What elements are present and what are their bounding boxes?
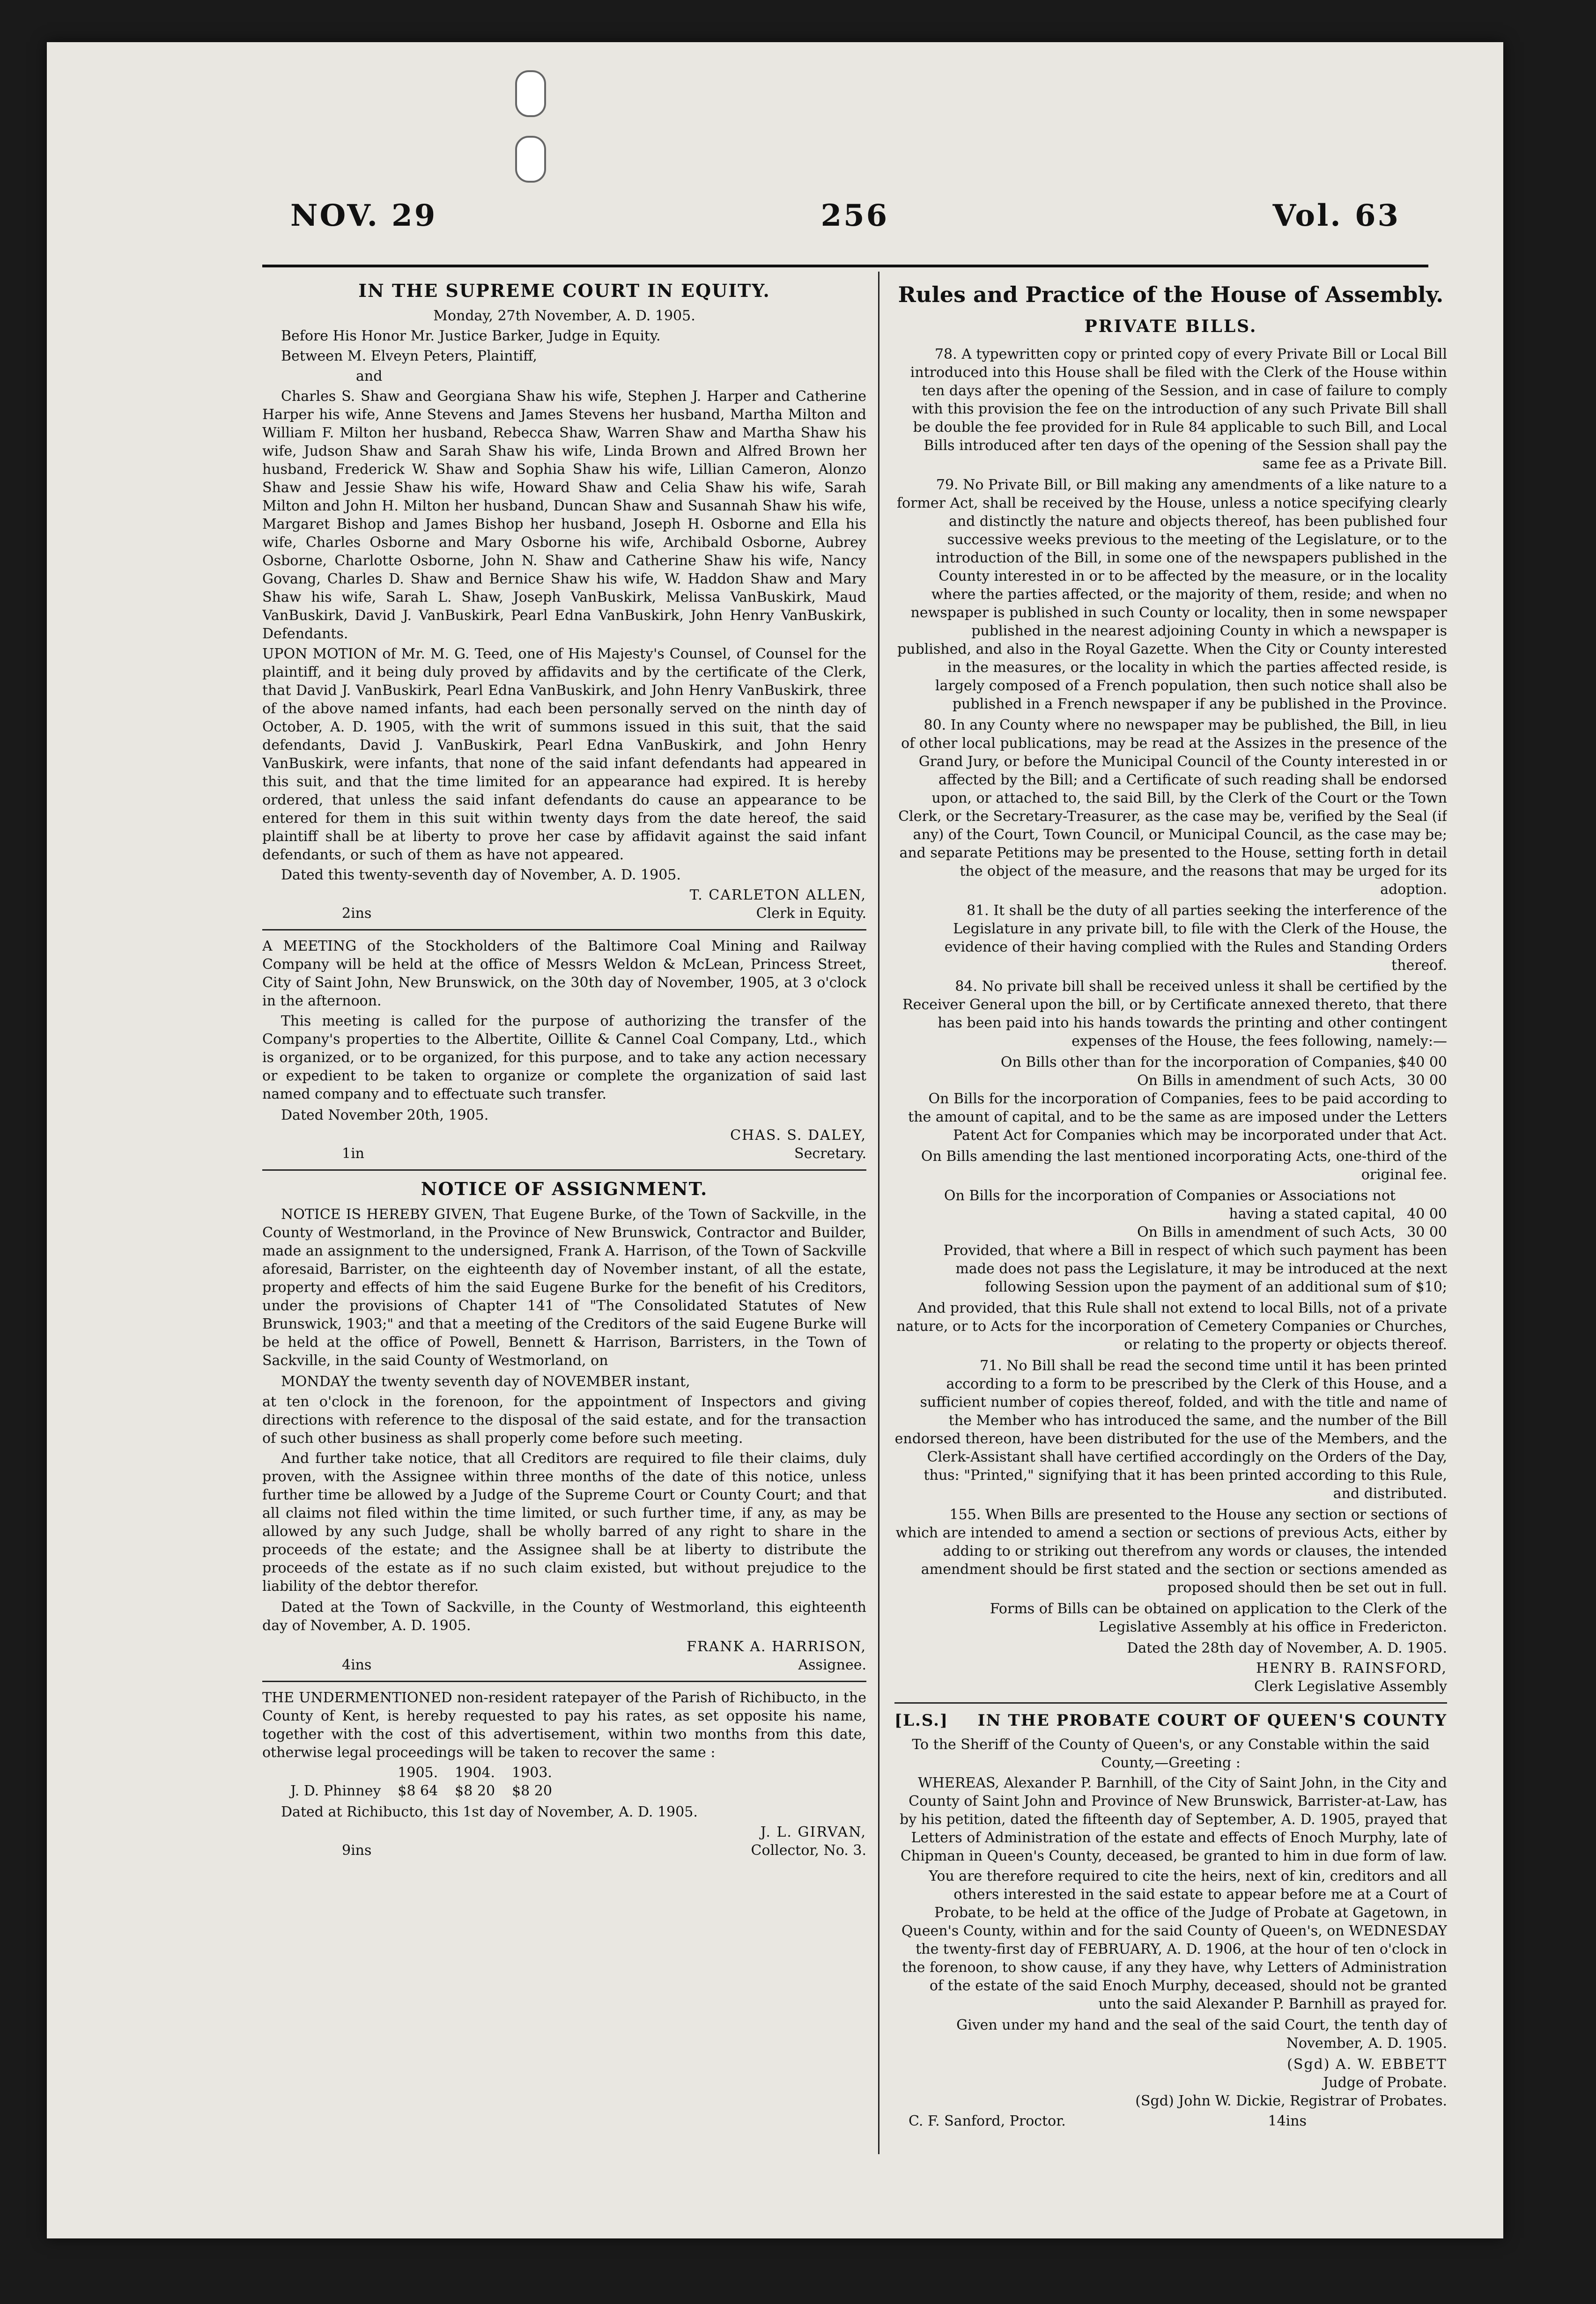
meeting-signer: CHAS. S. DALEY, (730, 1127, 866, 1144)
ratepayer-body: THE UNDERMENTIONED non-resident ratepayer of the Parish of Richibucto, in the County of Kent, is hereby requested to pay his rates, as set opposite his name, together with the cost of this advertisement, within two months from this date, otherwise legal proceedings will be taken to recover the same : (262, 1689, 866, 1761)
assignment-signer-title: Assignee. (798, 1656, 866, 1673)
fee-amount: 40 00 (1407, 1205, 1447, 1222)
court-signature (262, 886, 866, 923)
rules-signer-title: Clerk Legislative Assembly (1254, 1678, 1447, 1695)
section-rule (262, 1681, 866, 1682)
court-dated: Dated this twenty-seventh day of November, A. D. 1905. (281, 867, 681, 884)
court-insertions: 2ins (342, 905, 372, 922)
newspaper-page (47, 42, 1503, 2238)
page-header (290, 183, 1400, 248)
rules-forms: Forms of Bills can be obtained on application to the Clerk of the Legislative Assembly at his office in Fredericton. (990, 1600, 1447, 1635)
court-before-line: Before His Honor Mr. Justice Barker, Judge in Equity. (281, 328, 661, 345)
section-rule (262, 929, 866, 930)
assignment-notice (262, 1177, 866, 1674)
section-rule (262, 1169, 866, 1171)
seal-mark: [L.S.] (894, 1711, 949, 1730)
table-row (894, 1071, 1447, 1090)
proctor-row (894, 2112, 1447, 2130)
probate-body-2: You are therefore required to cite the heirs, next of kin, creditors and all others interested in the said estate to appear before me at a Court of Probate, to be held at the office of the Judge of Probate at Gagetown, in Queen's County, within and for the said County of Queen's, on WEDNESDAY the twenty-first day of FEBRUARY, A. D. 1906, at the hour of ten o'clock in the forenoon, to show cause, if any they have, why Letters of Administration of the estate of the said Enoch Murphy, deceased, should not be granted unto the said Alexander P. Barnhill as prayed for. (901, 1868, 1447, 2012)
assignment-dated: Dated at the Town of Sackville, in the County of Westmorland, this eighteenth day of November, A. D. 1905. (262, 1599, 866, 1634)
provided-2: And provided, that this Rule shall not extend to local Bills, not of a private nature, or to Acts for the incorporation of Cemetery Companies or Churches, or relating to the property or objects thereof. (896, 1300, 1447, 1353)
ratepayer-name: J. D. Phinney (290, 1782, 381, 1799)
court-and-line: and (356, 368, 383, 385)
rate-amount: $8 20 (512, 1782, 552, 1799)
probate-greeting: To the Sheriff of the County of Queen's, or any Constable within the said County,—Greeting : (912, 1736, 1430, 1771)
probate-title: IN THE PROBATE COURT OF QUEEN'S COUNTY (977, 1711, 1447, 1730)
rule-84: 84. No private bill shall be received unless it shall be certified by the Receiver General upon the bill, or by Certificate annexed thereto, that there has been paid into his hands towards the printing and other contingent expenses of the House, the fees following, namely:— (902, 978, 1447, 1049)
section-rule (894, 1702, 1447, 1704)
table-row (894, 1223, 1447, 1241)
court-signer: T. CARLETON ALLEN, (689, 887, 866, 904)
issue-date: NOV. 29 (290, 198, 437, 233)
assignment-signature (262, 1638, 866, 1674)
assignment-insertions: 4ins (342, 1656, 372, 1673)
rules-notice (894, 281, 1447, 1696)
judge-title: Judge of Probate. (1323, 2074, 1447, 2091)
fee-amount: $40 00 (1398, 1054, 1447, 1071)
meeting-dated: Dated November 20th, 1905. (281, 1107, 489, 1124)
ratepayer-table-header (290, 1764, 561, 1782)
court-defendants: Charles S. Shaw and Georgiana Shaw his wife, Stephen J. Harper and Catherine Harper his wife, Anne Stevens and James Stevens her husband, Martha Milton and William F. Milton her husband, Rebecca Shaw, Warren Shaw and Martha Shaw his wife, Judson Shaw and Sarah Shaw his wife, Linda Brown and Alfred Brown her husband, Frederick W. Shaw and Sophia Shaw his wife, Lillian Cameron, Alonzo Shaw and Jessie Shaw his wife, Howard Shaw and Celia Shaw his wife, Sarah Milton and John H. Milton her husband, Duncan Shaw and Susannah Shaw his wife, Margaret Bishop and James Bishop her husband, Joseph H. Osborne and Ella his wife, Charles Osborne and Mary Osborne his wife, Archibald Osborne, Aubrey Osborne, Charlotte Osborne, John N. Shaw and Catherine Shaw his wife, Nancy Govang, Charles D. Shaw and Bernice Shaw his wife, W. Haddon Shaw and Mary Shaw his wife, Sarah L. Shaw, Joseph VanBuskirk, Melissa VanBuskirk, Maud VanBuskirk, David J. VanBuskirk, Pearl Edna VanBuskirk, John Henry VanBuskirk, Defendants. (262, 388, 866, 642)
court-between-line: Between M. Elveyn Peters, Plaintiff, (281, 348, 537, 365)
assignment-meeting-day: MONDAY the twenty seventh day of NOVEMBER instant, (281, 1373, 690, 1390)
probate-given: Given under my hand and the seal of the said Court, the tenth day of November, A. D. 1905. (956, 2016, 1447, 2052)
rule-78: 78. A typewritten copy or printed copy of every Private Bill or Local Bill introduced into this House shall be filed with the Clerk of the House within ten days after the opening of the Session, and in case of failure to comply with this provision the fee on the introduction of any such Private Bill shall be double the fee provided for in Rule 84 applicable to such Bill, and Local Bills introduced after ten days of the opening of the Session shall pay the same fee as a Private Bill. (910, 346, 1447, 472)
provided-1: Provided, that where a Bill in respect of which such payment has been made does not pass the Legislature, it may be introduced at the next following Session upon the payment of an additional sum of $10; (943, 1242, 1447, 1295)
probate-judge-signature (894, 2055, 1447, 2092)
supreme-court-title: IN THE SUPREME COURT IN EQUITY. (358, 280, 770, 301)
fee-label: On Bills in amendment of such Acts, (1137, 1224, 1396, 1241)
rule-79: 79. No Private Bill, or Bill making any amendments of a like nature to a former Act, shall be received by the House, unless a notice specifying clearly and distinctly the nature and objects thereof, has been published four successive weeks previous to the meeting of the Legislature, or to the introduction of the Bill, in some one of the newspapers published in the County interested in or to be affected by the measure, or in the locality where the parties affected, or the majority of them, reside; and when no newspaper is published in such County or locality, then in some newspaper published in the nearest adjoining County in which a newspaper is published, and also in the Royal Gazette. When the City or County interested in the measures, or the locality in which the parties affected reside, is largely composed of a French population, then such notice shall also be published in a French newspaper if any be published in the Province. (896, 476, 1447, 712)
meeting-insertions: 1in (342, 1145, 365, 1162)
fees-amending: On Bills amending the last mentioned incorporating Acts, one-third of the original fee. (921, 1148, 1447, 1183)
ratepayer-table (290, 1764, 561, 1800)
probate-body-1: WHEREAS, Alexander P. Barnhill, of the City of Saint John, in the City and County of Saint John and Province of New Brunswick, Barrister-at-Law, has by his petition, dated the fifteenth day of September, A. D. 1905, prayed that Letters of Administration of the estate and effects of Enoch Murphy, late of Chipman in Queen's County, deceased, be granted to him in due form of law. (900, 1774, 1447, 1864)
fee-amount: 30 00 (1407, 1224, 1447, 1241)
ratepayer-notice (262, 1689, 866, 1860)
meeting-signature (262, 1126, 866, 1163)
ratepayer-dated: Dated at Richibucto, this 1st day of November, A. D. 1905. (281, 1803, 698, 1820)
rule-71: 71. No Bill shall be read the second time until it has been printed according to a form to be prescribed by the Clerk of this House, and a sufficient number of copies thereof, folded, and with the title and name of the Member who has introduced the same, and the number of the Bill endorsed thereon, have been distributed for the use of the Members, and the Clerk-Assistant shall have certified accordingly on the Orders of the Day, thus: "Printed," signifying that it has been printed according to this Rule, and distributed. (894, 1357, 1447, 1502)
assignment-body-1: NOTICE IS HEREBY GIVEN, That Eugene Burke, of the Town of Sackville, in the County of Westmorland, in the Province of New Brunswick, Contractor and Builder, made an assignment to the undersigned, Frank A. Harrison, of the Town of Sackville aforesaid, Barrister, on the eighteenth day of November instant, of all the estate, property and effects of him the said Eugene Burke for the benefit of his Creditors, under the provisions of Chapter 141 of "The Consolidated Statutes of New Brunswick, 1903;" and that a meeting of the Creditors of the said Eugene Burke will be held at the office of Powell, Bennett & Harrison, Barristers, in the Town of Sackville, in the said County of Westmorland, on (262, 1206, 866, 1369)
punch-hole-bottom (515, 136, 546, 183)
right-column (894, 276, 1447, 2140)
meeting-body-1: A MEETING of the Stockholders of the Baltimore Coal Mining and Railway Company will be held at the office of Messrs Weldon & McLean, Princess Street, City of Saint John, New Brunswick, on the 30th day of November, 1905, at 3 o'clock in the afternoon. (262, 938, 866, 1010)
rule-81: 81. It shall be the duty of all parties seeking the interference of the Legislature in any private bill, to file with the Clerk of the House, the evidence of their having complied with the Rules and Standing Orders thereof. (944, 902, 1447, 974)
stockholders-meeting-notice (262, 937, 866, 1163)
ratepayer-insertions: 9ins (342, 1842, 372, 1859)
assignment-title: NOTICE OF ASSIGNMENT. (421, 1178, 708, 1200)
year-header: 1903. (512, 1764, 552, 1781)
court-date-line: Monday, 27th November, A. D. 1905. (433, 308, 695, 325)
fee-label: On Bills other than for the incorporation of Companies, (1000, 1054, 1396, 1071)
fees-incorporation: On Bills for the incorporation of Companies, fees to be paid according to the amount of capital, and to be the same as are imposed under the Letters Patent Act for Companies which may be incorporated under that Act. (908, 1090, 1447, 1144)
table-row (894, 1053, 1447, 1071)
page-number: 256 (820, 198, 889, 233)
volume-number: Vol. 63 (1272, 198, 1400, 233)
proctor-line: C. F. Sanford, Proctor. (909, 2112, 1066, 2129)
assignment-signer: FRANK A. HARRISON, (687, 1638, 866, 1655)
meeting-signer-title: Secretary. (794, 1145, 866, 1162)
probate-title-row (894, 1710, 1447, 1731)
rate-amount: $8 64 (398, 1782, 438, 1799)
left-column (262, 276, 866, 2140)
rule-155: 155. When Bills are presented to the House any section or sections of which are intended to amend a section or sections of previous Acts, either by adding to or striking out therefrom any words or clauses, the intended amendment should be first stated and the section or sections amended as proposed should then be set out in full. (895, 1506, 1447, 1596)
rules-signer: HENRY B. RAINSFORD, (1256, 1660, 1447, 1676)
column-divider (878, 272, 879, 2154)
ratepayer-signer-title: Collector, No. 3. (751, 1842, 866, 1859)
probate-notice (894, 1710, 1447, 2130)
registrar-line: (Sgd) John W. Dickie, Registrar of Probates. (1135, 2092, 1447, 2109)
fee-label: On Bills for the incorporation of Companies or Associations not having a stated capital, (944, 1187, 1396, 1222)
table-row (290, 1782, 561, 1800)
court-signer-title: Clerk in Equity. (756, 905, 866, 922)
rules-signature (894, 1659, 1447, 1696)
ratepayer-signer: J. L. GIRVAN, (760, 1824, 866, 1840)
meeting-body-2: This meeting is called for the purpose of authorizing the transfer of the Company's properties to the Albertite, Oillite & Cannel Coal Company, Ltd., which is organized, or to be organized, for this purpose, and to take any action necessary or expedient to be taken to organize or complete the organization of said last named company and to effectuate such transfer. (262, 1013, 866, 1103)
probate-insertions: 14ins (1268, 2112, 1307, 2129)
rule-80: 80. In any County where no newspaper may be published, the Bill, in lieu of other local publications, may be read at the Assizes in the presence of the Grand Jury, or before the Municipal Council of the County interested in or affected by the Bill; and a Certificate of such reading shall be endorsed upon, or attached to, the said Bill, by the Clerk of the Court or the Town Clerk, or the Secretary-Treasurer, as the case may be, verified by the Seal (if any) of the Court, Town Council, or Municipal Council, as the case may be; and separate Petitions may be presented to the House, setting forth in detail the object of the measure, and the reasons that may be urged for its adoption. (898, 716, 1447, 898)
header-rule (262, 265, 1428, 267)
court-order-body: UPON MOTION of Mr. M. G. Teed, one of His Majesty's Counsel, of Counsel for the plaintiff, and it being duly proved by affidavits and by the certificate of the Clerk, that David J. VanBuskirk, Pearl Edna VanBuskirk, and John Henry VanBuskirk, three of the above named infants, had each been personally served on the ninth day of October, A. D. 1905, with the writ of summons issued in this suit, that the said defendants, David J. VanBuskirk, Pearl Edna VanBuskirk, and John Henry VanBuskirk, were infants, that none of the said infant defendants had appeared in this suit, and that the time limited for an appearance had expired. It is hereby ordered, that unless the said infant defendants do cause an appearance to be entered for them in this suit within twenty days from the date hereof, the said plaintiff shall be at liberty to prove her case by affidavit against the said infant defendants, or such of them as have not appeared. (262, 646, 866, 864)
rate-amount: $8 20 (455, 1782, 495, 1799)
rules-subtitle: PRIVATE BILLS. (1084, 316, 1257, 336)
supreme-court-notice (262, 279, 866, 923)
fee-amount: 30 00 (1407, 1072, 1447, 1089)
table-row (894, 1187, 1447, 1223)
punch-hole-top (515, 70, 546, 117)
ratepayer-signature (262, 1823, 866, 1860)
assignment-body-3: And further take notice, that all Creditors are required to file their claims, duly proven, with the Assignee within three months of the date of this notice, unless further time be allowed by a Judge of the Supreme Court or County Court; and that all claims not filed within the time limited, or such further time, if any, as may be allowed by any such Judge, shall be wholly barred of any right to share in the proceeds of the estate; and the Assignee shall be at liberty to distribute the proceeds of the estate as if no such claim existed, but without prejudice to the liability of the debtor therefor. (262, 1450, 866, 1595)
rules-title: Rules and Practice of the House of Assembly. (898, 282, 1444, 307)
fees-table-1 (894, 1053, 1447, 1090)
year-header: 1905. (398, 1764, 438, 1781)
rules-dated: Dated the 28th day of November, A. D. 1905. (1127, 1639, 1447, 1656)
year-header: 1904. (455, 1764, 495, 1781)
fees-table-2 (894, 1187, 1447, 1241)
fee-label: On Bills in amendment of such Acts, (1137, 1072, 1396, 1089)
assignment-body-2: at ten o'clock in the forenoon, for the appointment of Inspectors and giving directions with reference to the disposal of the said estate, and for the transaction of such other business as shall properly come before such meeting. (262, 1393, 866, 1447)
judge-signature: (Sgd) A. W. EBBETT (1287, 2056, 1447, 2073)
